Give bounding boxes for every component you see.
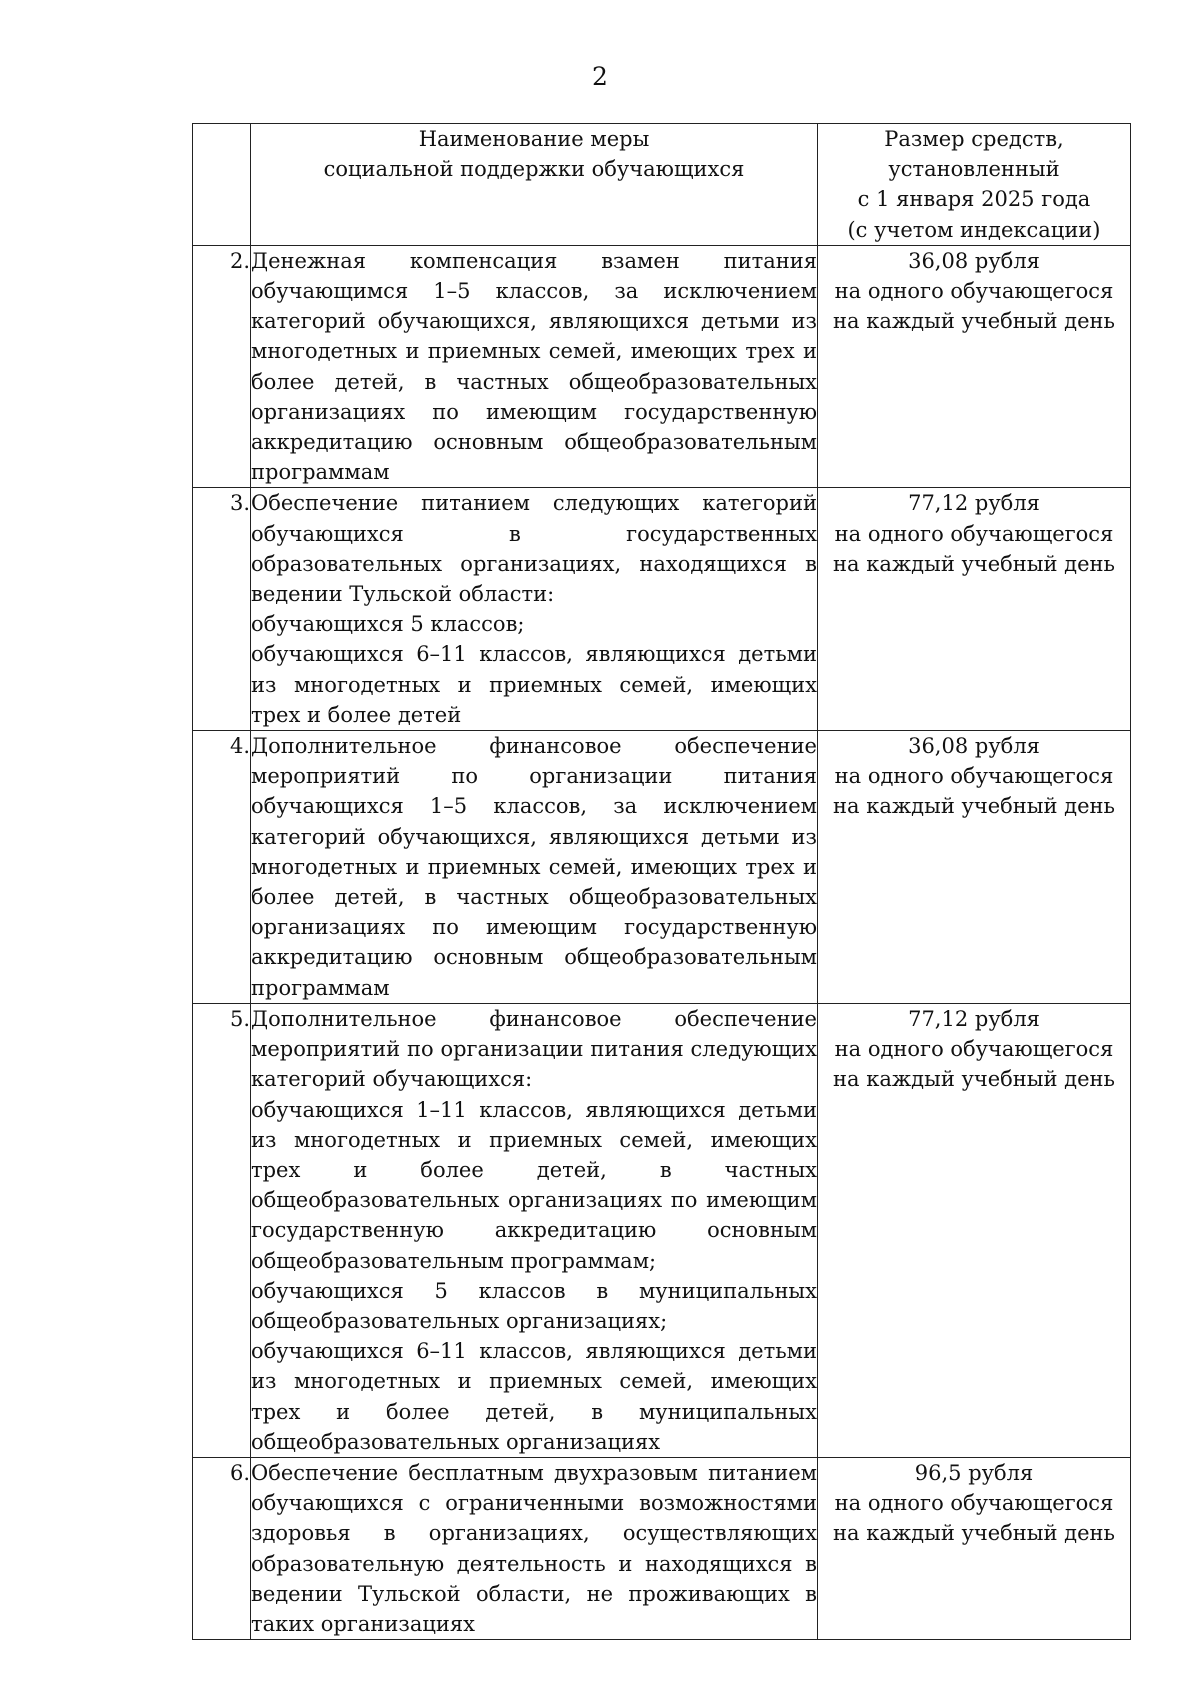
header-amount-line: установленный (888, 157, 1060, 182)
measure-paragraph: Обеспечение питанием следующих категорий обучающихся в государственных образовательных организациях, находящихся в ведении Тульской области: (251, 491, 817, 607)
amount-value: 36,08 рубля (908, 248, 1040, 273)
amount-value: 77,12 рубля (908, 491, 1040, 516)
measure-paragraph: Обеспечение бесплатным двухразовым питанием обучающихся с ограниченными возможностями здоровья в организациях, осуществляющих образовательную деятельность и находящихся в ведении Тульской области, не проживающих в таких организациях (251, 1460, 817, 1636)
amount-note: на каждый учебный день (833, 794, 1115, 819)
row-number: 6. (193, 1457, 251, 1639)
measure-description (251, 1003, 818, 1457)
table-row (193, 1003, 1131, 1457)
measure-paragraph: обучающихся 5 классов; (251, 612, 525, 637)
measure-description (251, 245, 818, 488)
measure-paragraph: обучающихся 5 классов в муниципальных общеобразовательных организациях; (251, 1278, 817, 1333)
measure-paragraph: обучающихся 1–11 классов, являющихся детьми из многодетных и приемных семей, имеющих трех и более детей, в частных общеобразовательных организациях по имеющим государственную аккредитацию основным общеобразовательным программам; (251, 1097, 817, 1273)
header-amount (818, 124, 1131, 246)
header-amount-line: (с учетом индексации) (847, 217, 1101, 242)
amount-cell (818, 1003, 1131, 1457)
header-name-line: социальной поддержки обучающихся (323, 157, 745, 182)
amount-cell (818, 1457, 1131, 1639)
measure-paragraph: обучающихся 6–11 классов, являющихся детьми из многодетных и приемных семей, имеющих трех и более детей (251, 642, 817, 727)
row-number: 4. (193, 731, 251, 1004)
social-support-table (192, 123, 1131, 1640)
header-measure-name (251, 124, 818, 246)
measure-paragraph: Дополнительное финансовое обеспечение мероприятий по организации питания следующих категорий обучающихся: (251, 1006, 817, 1092)
amount-note: на каждый учебный день (833, 309, 1115, 334)
table-row (193, 245, 1131, 488)
header-amount-line: Размер средств, (884, 127, 1064, 151)
table-row (193, 488, 1131, 731)
amount-note: на одного обучающегося (834, 279, 1114, 304)
measure-description (251, 1457, 818, 1639)
amount-cell (818, 488, 1131, 731)
amount-value: 96,5 рубля (914, 1460, 1034, 1485)
measure-description (251, 488, 818, 731)
table-header-row (193, 124, 1131, 246)
row-number: 3. (193, 488, 251, 731)
table-row (193, 1457, 1131, 1639)
row-number: 2. (193, 245, 251, 488)
amount-value: 77,12 рубля (908, 1006, 1040, 1031)
amount-note: на одного обучающегося (834, 521, 1114, 546)
header-number-cell (193, 124, 251, 246)
amount-note: на каждый учебный день (833, 1521, 1115, 1546)
header-name-line: Наименование меры (418, 127, 650, 151)
header-amount-line: с 1 января 2025 года (857, 187, 1091, 212)
amount-note: на одного обучающегося (834, 764, 1114, 789)
page-number: 2 (592, 62, 608, 91)
amount-note: на каждый учебный день (833, 551, 1115, 576)
measure-paragraph: Дополнительное финансовое обеспечение мероприятий по организации питания обучающихся 1–5 классов, за исключением категорий обучающихся, являющихся детьми из многодетных и приемных семей, имеющих трех и более детей, в частных общеобразовательных организациях по имеющим государственную аккредитацию основным общеобразовательным программам (251, 734, 817, 1000)
measure-description (251, 731, 818, 1004)
amount-value: 36,08 рубля (908, 734, 1040, 759)
amount-cell (818, 245, 1131, 488)
amount-note: на одного обучающегося (834, 1491, 1114, 1516)
amount-note: на одного обучающегося (834, 1037, 1114, 1062)
amount-note: на каждый учебный день (833, 1067, 1115, 1092)
table-row (193, 731, 1131, 1004)
amount-cell (818, 731, 1131, 1004)
row-number: 5. (193, 1003, 251, 1457)
measure-paragraph: Денежная компенсация взамен питания обучающимся 1–5 классов, за исключением категорий обучающихся, являющихся детьми из многодетных и приемных семей, имеющих трех и более детей, в частных общеобразовательных организациях по имеющим государственную аккредитацию основным общеобразовательным программам (251, 248, 817, 485)
measure-paragraph: обучающихся 6–11 классов, являющихся детьми из многодетных и приемных семей, имеющих трех и более детей, в муниципальных общеобразовательных организациях (251, 1339, 817, 1454)
